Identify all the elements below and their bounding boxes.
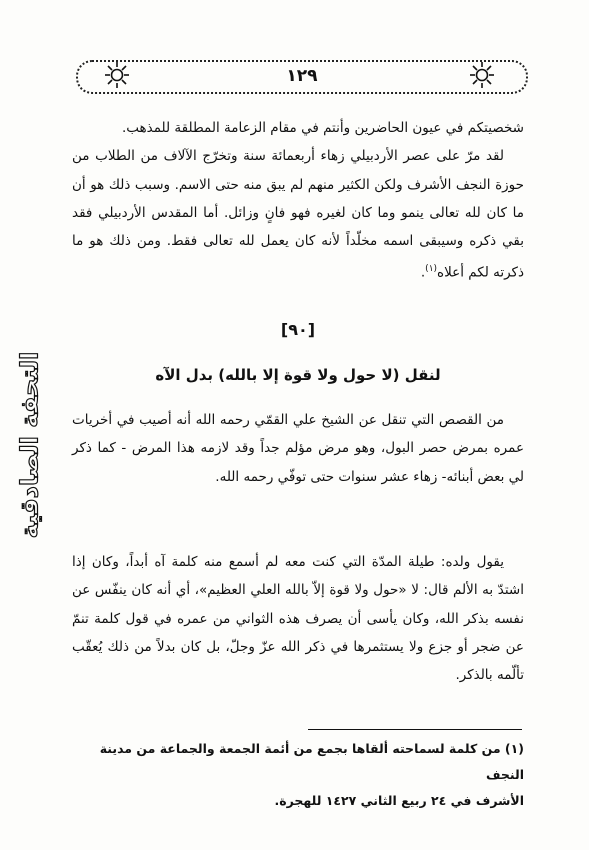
paragraph: يقول ولده: طيلة المدّة التي كنت معه لم أسمع منه كلمة آه أبداً، وكان إذا اشتدّ به الألم قال: لا «حول ولا قوة إلاّ بالله العلي العظيم»، أي أنه كان ينفّس عن نفسه بذكر الله، وكان يأسى أن يصرف هذه الثواني من عمره في قول كلمة تنمّ عن ضجر أو جزع ولا يستثمرها في ذكر الله عزّ وجلّ، بل كان بدلاً من ذلك يُعقّب تألّمه بالذكر. [72, 554, 524, 684]
footnote-line: (١) من كلمة لسماحته ألقاها بجمع من أئمة الجمعة والجماعة من مدينة النجف [99, 741, 524, 782]
section-number: [٩٠] [280, 320, 316, 339]
text-block-story [72, 406, 524, 491]
footnote [72, 736, 524, 814]
paragraph-end: . [420, 264, 426, 281]
book-title-text: التحفة الصادقية [15, 351, 44, 539]
paragraph-text: لقد مرّ على عصر الأردبيلي زهاء أربعمائة سنة وتخرّج الآلاف من الطلاب من حوزة النجف الأشرف ولكن الكثير منهم لم يبق منه حتى الاسم. وسبب ذلك هو أن ما كان لله تعالى ينمو وما كان لغيره فهو فانٍ وزائل. أما المقدس الأردبيلي فقد بقي ذكره وسيبقى اسمه مخلّداً لأنه كان يعمل لله تعالى فقط. ومن ذلك هو ما ذكرته لكم أعلاه [72, 148, 524, 281]
paragraph: شخصيتكم في عيون الحاضرين وأنتم في مقام الزعامة المطلقة للمذهب. [122, 120, 524, 136]
page-number: ١٢٩ [286, 66, 318, 86]
section-heading: لنقل (لا حول ولا قوة إلا بالله) بدل الآه [155, 366, 441, 384]
book-title-vertical [2, 351, 56, 539]
footnote-reference: (١) [425, 264, 438, 275]
text-block-quote [72, 548, 524, 689]
page-header-frame [76, 60, 528, 94]
footnote-line: الأشرف في ٢٤ ربيع الثاني ١٤٢٧ للهجرة. [274, 793, 524, 808]
sun-ornament-icon [468, 60, 496, 90]
paragraph [72, 142, 524, 287]
paragraph: من القصص التي تنقل عن الشيخ علي القمّي رحمه الله أنه أصيب في أخريات عمره بمرض حصر البول، وهو مرض مؤلم جداً وقد لازمه هذا المرض - كما ذكر لي بعض أبنائه- زهاء عشر سنوات حتى توفّي رحمه الله. [72, 412, 524, 485]
footnote-divider [308, 729, 522, 730]
sun-ornament-icon [103, 60, 131, 90]
text-block-intro [72, 114, 524, 287]
